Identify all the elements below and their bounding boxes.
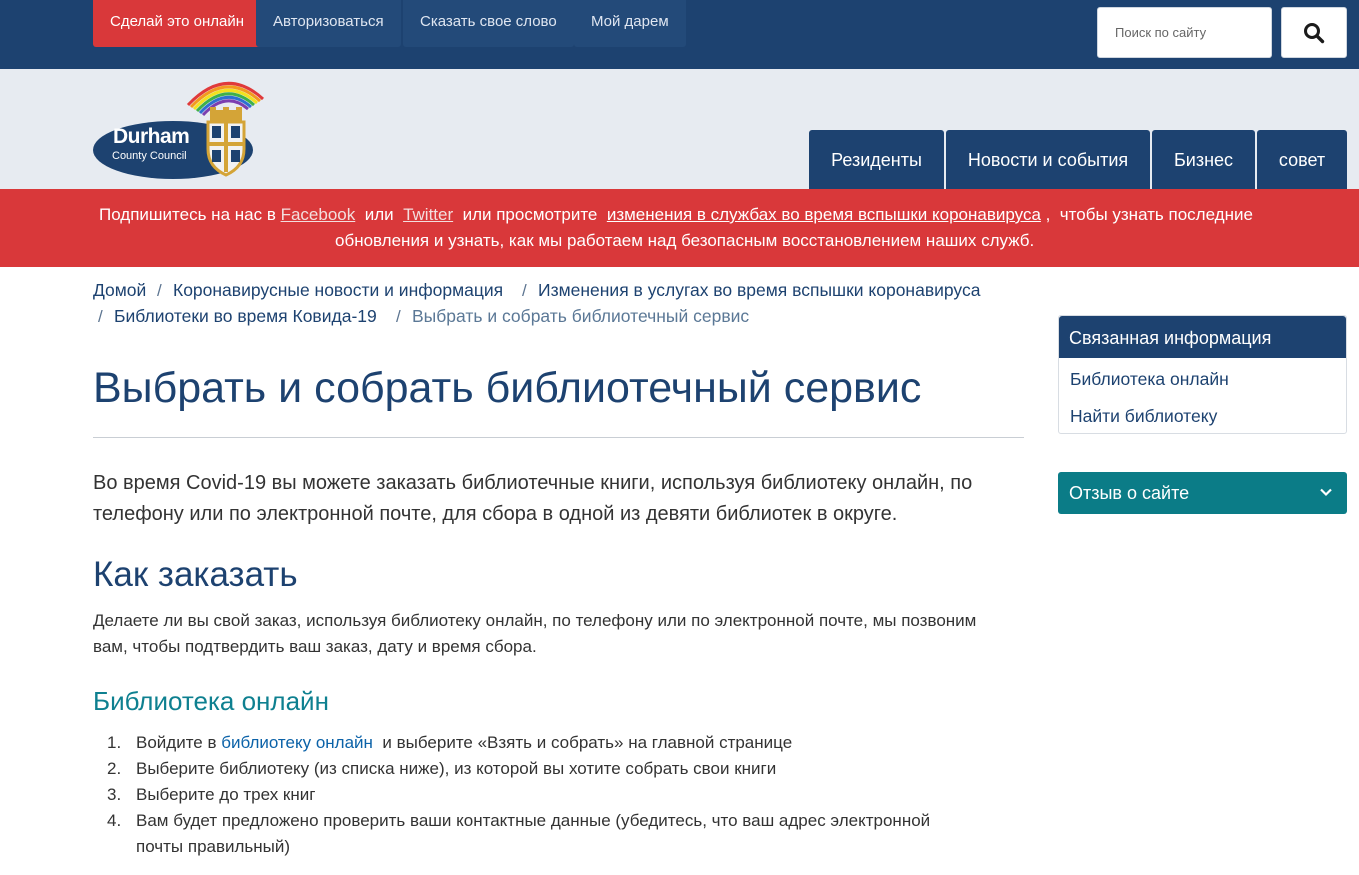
do-it-online-link[interactable]: Сделай это онлайн bbox=[93, 0, 261, 47]
have-your-say-link[interactable]: Сказать свое слово bbox=[403, 0, 574, 47]
list-item bbox=[93, 756, 1013, 782]
lead-paragraph: Во время Covid-19 вы можете заказать библиотечные книги, используя библиотеку онлайн, по телефону или по электронной почте, для сбора в одной из девяти библиотек в округе. bbox=[93, 472, 973, 525]
step-text: Войдите в bbox=[136, 733, 222, 752]
logo-text-durham: Durham bbox=[113, 125, 190, 148]
breadcrumb-separator: / bbox=[157, 281, 162, 300]
page-title: Выбрать и собрать библиотечный сервис bbox=[93, 364, 922, 412]
list-item bbox=[93, 782, 1013, 808]
banner-text: Подпишитесь на нас в bbox=[99, 205, 281, 224]
how-to-order-heading: Как заказать bbox=[93, 555, 298, 594]
banner-line-2: обновления и узнать, как мы работаем над безопасным восстановлением наших служб. bbox=[335, 231, 1035, 250]
order-steps-list bbox=[93, 730, 1013, 860]
coronavirus-banner bbox=[0, 189, 1359, 267]
step-number: 2. bbox=[107, 759, 122, 778]
breadcrumb-libraries-covid[interactable]: Библиотеки во время Ковида-19 bbox=[114, 306, 377, 326]
list-item bbox=[93, 808, 1013, 860]
banner-text: или bbox=[355, 205, 404, 224]
title-divider bbox=[93, 437, 1024, 438]
chevron-down-icon bbox=[1319, 485, 1333, 499]
step-number: 3. bbox=[107, 785, 122, 804]
my-durham-link[interactable]: Мой дарем bbox=[574, 0, 686, 47]
breadcrumb-separator: / bbox=[396, 307, 401, 326]
nav-residents[interactable]: Резиденты bbox=[809, 130, 944, 189]
twitter-link[interactable]: Twitter bbox=[403, 205, 454, 224]
list-item bbox=[93, 730, 1013, 756]
breadcrumb-separator: / bbox=[522, 281, 527, 300]
step-text: Вам будет предложено проверить ваши контактные данные (убедитесь, что ваш адрес электронной почты правильный) bbox=[136, 811, 931, 856]
search-icon bbox=[1303, 22, 1325, 44]
step-text: Выберите до трех книг bbox=[136, 785, 316, 804]
banner-line-1 bbox=[99, 202, 1253, 228]
related-information-heading: Связанная информация bbox=[1059, 316, 1346, 358]
nav-business[interactable]: Бизнес bbox=[1152, 130, 1255, 189]
related-link-find-library[interactable]: Найти библиотеку bbox=[1070, 406, 1218, 426]
step-number: 1. bbox=[107, 733, 122, 752]
breadcrumb-home[interactable]: Домой bbox=[93, 280, 147, 300]
logo-text-county-council: County Council bbox=[112, 150, 187, 162]
banner-text: , чтобы узнать последние bbox=[1040, 205, 1253, 224]
durham-county-council-logo[interactable] bbox=[93, 77, 265, 181]
library-online-heading: Библиотека онлайн bbox=[93, 686, 329, 716]
breadcrumb-service-changes[interactable]: Изменения в услугах во время вспышки коронавируса bbox=[538, 280, 981, 300]
facebook-link[interactable]: Facebook bbox=[280, 205, 356, 224]
banner-text: или просмотрите bbox=[453, 205, 607, 224]
site-feedback-toggle[interactable] bbox=[1058, 472, 1347, 514]
step-text: и выберите «Взять и собрать» на главной странице bbox=[372, 733, 793, 752]
related-link-library-online[interactable]: Библиотека онлайн bbox=[1070, 369, 1229, 389]
search-button[interactable] bbox=[1281, 7, 1347, 58]
service-changes-link[interactable]: изменения в службах во время вспышки коронавируса bbox=[606, 205, 1041, 224]
site-feedback-label: Отзыв о сайте bbox=[1069, 483, 1190, 503]
breadcrumb-current: Выбрать и собрать библиотечный сервис bbox=[412, 306, 750, 326]
search-input[interactable] bbox=[1097, 7, 1272, 58]
nav-council[interactable]: совет bbox=[1257, 130, 1347, 189]
nav-news-and-events[interactable]: Новости и события bbox=[946, 130, 1150, 189]
breadcrumb-separator: / bbox=[98, 307, 103, 326]
how-to-order-text: Делаете ли вы свой заказ, используя библиотеку онлайн, по телефону или по электронной почте, мы позвоним вам, чтобы подтвердить ваш заказ, дату и время сбора. bbox=[93, 611, 977, 656]
breadcrumb-coronavirus-news[interactable]: Коронавирусные новости и информация bbox=[173, 280, 504, 300]
related-information-panel bbox=[1058, 315, 1347, 434]
top-utility-bar bbox=[0, 0, 1359, 69]
step-text: Выберите библиотеку (из списка ниже), из которой вы хотите собрать свои книги bbox=[136, 759, 777, 778]
step-number: 4. bbox=[107, 811, 122, 830]
sign-in-link[interactable]: Авторизоваться bbox=[256, 0, 401, 47]
library-online-link[interactable]: библиотеку онлайн bbox=[221, 733, 373, 752]
